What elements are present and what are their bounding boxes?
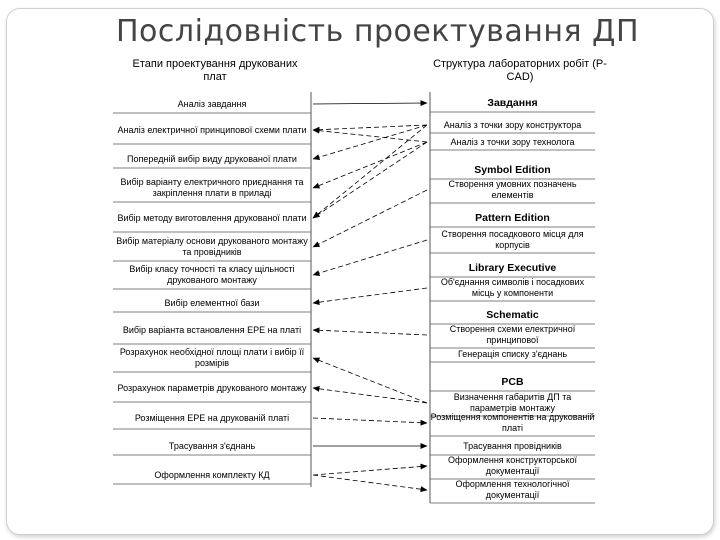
- stage-item: Вибір матеріалу основи друкованого монтажу та провідників: [116, 236, 308, 257]
- connection-arrow: [313, 466, 427, 475]
- lab-item: Генерація списку з'єднань: [457, 348, 568, 359]
- connection-arrow: [313, 418, 427, 423]
- connection-arrow: [313, 125, 427, 159]
- stage-item: Вибір варіанту електричного приєднання та закріплення плати в приладі: [120, 177, 304, 198]
- connection-arrow: [313, 130, 427, 142]
- lab-item: Аналіз з точки зору технолога: [450, 136, 575, 147]
- lab-section-heading: Pattern Edition: [475, 211, 550, 224]
- connection-arrow: [313, 475, 427, 490]
- stage-item: Вибір класу точності та класу щільності друкованого монтажу: [129, 264, 295, 285]
- stage-item: Аналіз завдання: [177, 98, 247, 109]
- connection-arrow: [313, 125, 427, 218]
- lab-item: Визначення габаритів ДП та параметрів монтажу: [453, 392, 572, 413]
- connection-arrow: [313, 388, 427, 403]
- connection-arrow: [313, 358, 427, 403]
- slide-title: Послідовність проектування ДП: [116, 14, 640, 49]
- lab-item: Об'єднання символів і посадкових місць у компоненти: [440, 277, 585, 298]
- lab-section-heading: Schematic: [486, 308, 539, 321]
- lab-item: Трасування провідників: [463, 440, 562, 451]
- connection-arrow: [313, 142, 427, 188]
- lab-item: Оформлення конструкторської документації: [447, 455, 578, 476]
- connection-arrow: [313, 125, 427, 130]
- lab-section-heading: Завдання: [487, 96, 538, 109]
- lab-item: Створення умовних позначень елементів: [448, 179, 577, 200]
- connection-arrow: [313, 240, 427, 275]
- lab-item: Аналіз з точки зору конструктора: [443, 119, 582, 130]
- left-column-header: Етапи проектування друкованих плат: [132, 58, 298, 83]
- stage-item: Трасування з'єднань: [168, 440, 256, 451]
- lab-item: Розміщення компонентів на друкованій платі: [430, 412, 595, 433]
- lab-item: Створення посадкового місця для корпусів: [441, 229, 584, 250]
- lab-item: Оформлення технологічної документації: [455, 479, 570, 500]
- connection-arrow: [313, 330, 427, 335]
- stage-item: Вибір методу виготовлення друкованої плати: [117, 212, 307, 223]
- stage-item: Розміщення ЕРЕ на друкованій платі: [134, 412, 290, 423]
- stage-item: Вибір варіанта встановлення ЕРЕ на платі: [122, 324, 302, 335]
- connection-arrow: [313, 103, 427, 104]
- stage-item: Вибір елементної бази: [164, 297, 260, 308]
- stage-item: Аналіз електричної принципової схеми плати: [117, 124, 307, 135]
- connection-arrow: [313, 288, 427, 303]
- right-column-header: Структура лабораторних робіт (P-CAD): [433, 58, 607, 83]
- stage-item: Розрахунок параметрів друкованого монтажу: [117, 382, 307, 393]
- stage-item: Попередній вибір виду друкованої плати: [127, 153, 297, 164]
- stage-item: Розрахунок необхідної площі плати і вибір її розмірів: [119, 347, 305, 368]
- connection-arrow: [313, 142, 427, 218]
- lab-section-heading: PCB: [501, 375, 524, 388]
- lab-section-heading: Library Executive: [468, 261, 557, 274]
- lab-item: Створення схеми електричної принципової: [449, 324, 576, 345]
- stage-item: Оформлення комплекту КД: [154, 469, 270, 480]
- lab-section-heading: Symbol Edition: [474, 163, 551, 176]
- connection-arrow: [313, 190, 427, 247]
